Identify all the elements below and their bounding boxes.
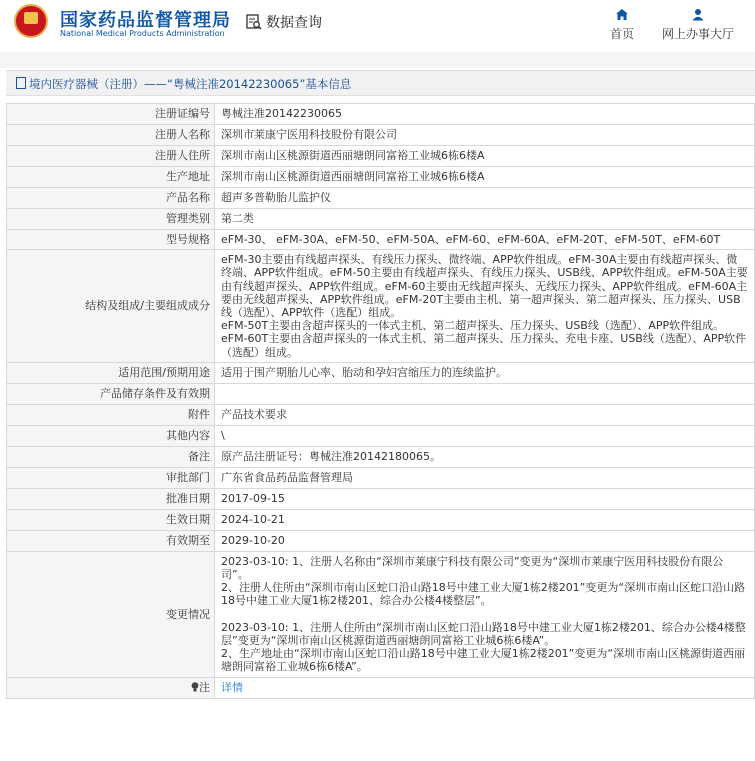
table-row — [7, 362, 755, 383]
row-value: 2024-10-21 — [215, 509, 755, 530]
home-icon — [615, 8, 629, 21]
row-value: eFM-30主要由有线超声探头、有线压力探头、微终端、APP软件组成。eFM-30A主要由有线超声探头、微终端、APP软件组成。eFM-50主要由有线超声探头、有线压力探头、USB线、APP软件组成。eFM-50A主要由有线超声探头、APP软件组成。eFM-60主要由无线超声探头、无线压力探头、APP软件组成。eFM-60A主要由无线超声探头、APP软件组成。eFM-20T主要由主机、第一超声探头、第二超声探头、压力探头、USB线（选配）、APP软件（选配）组成。 eFM-50T主要由含超声探头的一体式主机、第二超声探头、压力探头、USB线（选配）、APP软件组成。 eFM-60T主要由含超声探头的一体式主机、第二超声探头、压力探头、充电卡座、USB线（选配）、APP软件（选配）组成。 — [215, 250, 755, 363]
note-value-cell — [215, 677, 755, 698]
table-row — [7, 188, 755, 209]
row-label: 审批部门 — [7, 467, 215, 488]
details-link[interactable]: 详情 — [221, 681, 243, 695]
row-label: 适用范围/预期用途 — [7, 362, 215, 383]
table-row — [7, 467, 755, 488]
nmpa-emblem-icon[interactable] — [14, 4, 48, 38]
row-label: 管理类别 — [7, 209, 215, 230]
user-icon — [691, 8, 705, 21]
table-row — [7, 125, 755, 146]
row-value: 第二类 — [215, 209, 755, 230]
row-value: 原产品注册证号：粤械注准20142180065。 — [215, 446, 755, 467]
row-label: 注册人住所 — [7, 146, 215, 167]
breadcrumb — [6, 70, 755, 96]
row-value: 深圳市南山区桃源街道西丽塘朗同富裕工业城6栋6楼A — [215, 167, 755, 188]
row-label: 注册人名称 — [7, 125, 215, 146]
row-label: 附件 — [7, 404, 215, 425]
row-label: 批准日期 — [7, 488, 215, 509]
data-query-link[interactable] — [246, 12, 322, 32]
row-value: 产品技术要求 — [215, 404, 755, 425]
row-label: 生效日期 — [7, 509, 215, 530]
row-value: 广东省食品药品监督管理局 — [215, 467, 755, 488]
note-label-cell — [7, 677, 215, 698]
note-label: 注 — [199, 681, 210, 695]
row-value: 超声多普勒胎儿监护仪 — [215, 188, 755, 209]
nav-home[interactable] — [605, 8, 639, 42]
table-row — [7, 250, 755, 363]
row-label: 有效期至 — [7, 530, 215, 551]
lightbulb-icon — [191, 682, 199, 692]
table-row — [7, 209, 755, 230]
brand-subtitle: National Medical Products Administration — [60, 29, 225, 38]
table-row — [7, 530, 755, 551]
row-value: \ — [215, 425, 755, 446]
table-row — [7, 488, 755, 509]
row-label: 生产地址 — [7, 167, 215, 188]
table-row-note — [7, 677, 755, 698]
nav-home-label: 首页 — [609, 27, 634, 41]
table-row — [7, 383, 755, 404]
row-label: 变更情况 — [7, 551, 215, 677]
row-value: 2023-03-10: 1、注册人名称由“深圳市莱康宁科技有限公司”变更为“深圳市莱康宁医用科技股份有限公司”。 2、注册人住所由“深圳市南山区蛇口沿山路18号中建工业大厦1栋2楼201”变更为“深圳市南山区蛇口沿山路18号中建工业大厦1栋2楼201、综合办公楼4楼整层”。 2023-03-10: 1、注册人住所由“深圳市南山区蛇口沿山路18号中建工业大厦1栋2楼201、综合办公楼4楼整层”变更为“深圳市南山区桃源街道西丽塘朗同富裕工业城6栋6楼A”。 2、生产地址由“深圳市南山区蛇口沿山路18号中建工业大厦1栋2楼201”变更为“深圳市南山区桃源街道西丽塘朗同富裕工业城6栋6楼A”。 — [215, 551, 755, 677]
table-row — [7, 425, 755, 446]
row-label: 产品名称 — [7, 188, 215, 209]
row-label: 备注 — [7, 446, 215, 467]
row-value: 深圳市南山区桃源街道西丽塘朗同富裕工业城6栋6楼A — [215, 146, 755, 167]
row-value: 2029-10-20 — [215, 530, 755, 551]
row-value: eFM-30、 eFM-30A、eFM-50、eFM-50A、eFM-60、eFM-60A、eFM-20T、eFM-50T、eFM-60T — [215, 230, 755, 250]
row-label: 结构及组成/主要组成成分 — [7, 250, 215, 363]
row-label: 产品储存条件及有效期 — [7, 383, 215, 404]
row-value: 2017-09-15 — [215, 488, 755, 509]
site-header — [0, 0, 755, 52]
table-row — [7, 446, 755, 467]
table-row — [7, 509, 755, 530]
table-row — [7, 404, 755, 425]
table-row — [7, 167, 755, 188]
row-label: 其他内容 — [7, 425, 215, 446]
row-value — [215, 383, 755, 404]
table-row — [7, 230, 755, 250]
header-divider — [0, 52, 755, 68]
row-value: 深圳市莱康宁医用科技股份有限公司 — [215, 125, 755, 146]
row-label: 型号规格 — [7, 230, 215, 250]
table-row — [7, 146, 755, 167]
nav-online-service-hall-label: 网上办事大厅 — [661, 27, 734, 41]
document-icon — [16, 77, 26, 89]
row-value: 粤械注准20142230065 — [215, 104, 755, 125]
row-value: 适用于围产期胎儿心率、胎动和孕妇宫缩压力的连续监护。 — [215, 362, 755, 383]
data-query-label: 数据查询 — [266, 15, 322, 31]
brand-title[interactable]: 国家药品监督管理局 — [60, 10, 231, 31]
table-row — [7, 551, 755, 677]
table-row — [7, 104, 755, 125]
row-label: 注册证编号 — [7, 104, 215, 125]
breadcrumb-title: 境内医疗器械（注册）——“粤械注准20142230065”基本信息 — [29, 77, 352, 91]
search-document-icon — [246, 14, 262, 30]
nav-online-service-hall[interactable] — [656, 8, 740, 42]
registration-info-table — [6, 103, 755, 699]
